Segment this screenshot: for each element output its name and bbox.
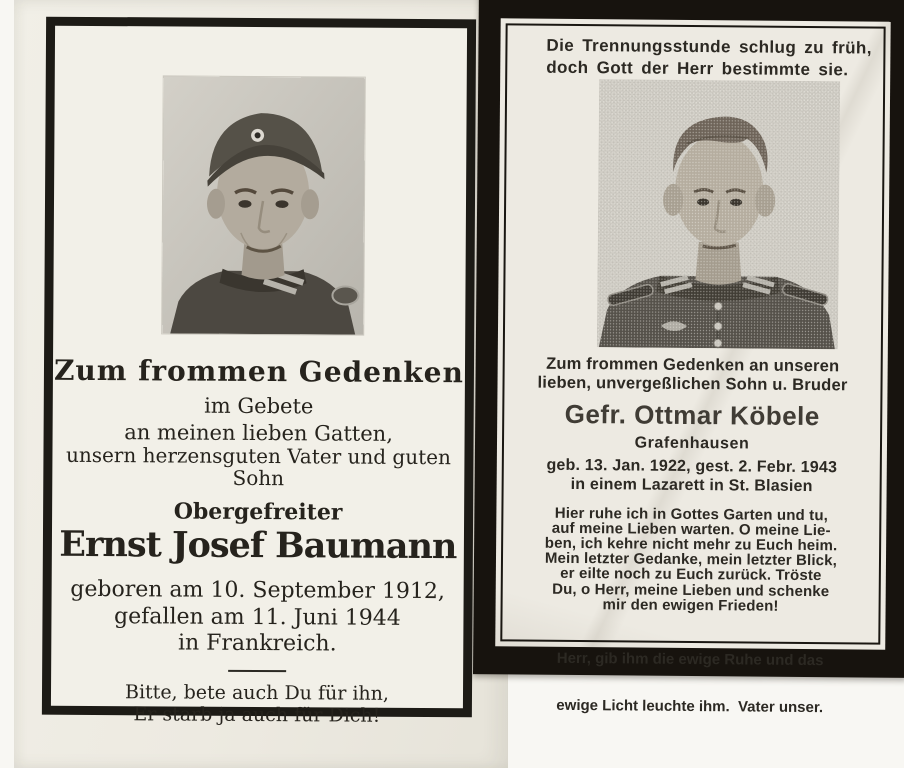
right-hometown: Grafenhausen bbox=[634, 434, 750, 453]
verse-line: ben, ich kehre nicht mehr zu Euch heim. bbox=[544, 534, 838, 555]
left-deceased-name: Ernst Josef Baumann bbox=[59, 523, 457, 568]
left-rank: Obergefreiter bbox=[173, 498, 343, 526]
right-memorial-verse bbox=[496, 505, 887, 615]
soldier-with-cap-illustration bbox=[162, 76, 365, 334]
left-memorial-card bbox=[14, 0, 508, 768]
left-dedication-line2: unsern herzensguten Vater und guten Sohn bbox=[65, 442, 451, 491]
right-death-place: in einem Lazarett in St. Blasien bbox=[570, 475, 813, 495]
right-soldier-portrait-photo bbox=[597, 79, 840, 349]
prayer-line: ewige Licht leuchte ihm. Vater unser. bbox=[556, 696, 824, 716]
verse-line: auf meine Lieben warten. O meine Lie- bbox=[551, 519, 831, 540]
left-birth-date: geboren am 10. September 1912, bbox=[70, 576, 445, 604]
left-divider-rule bbox=[228, 670, 286, 672]
right-motto-line2: doch Gott der Herr bestimmte sie. bbox=[546, 58, 849, 80]
left-epitaph-line2: Er starb ja auch für Dich! bbox=[133, 703, 381, 727]
left-epitaph-line1: Bitte, bete auch Du für ihn, bbox=[124, 681, 390, 706]
verse-line: mir den ewigen Frieden! bbox=[602, 596, 779, 615]
right-card-panel bbox=[495, 18, 890, 716]
left-death-date: gefallen am 11. Juni 1944 bbox=[114, 603, 401, 631]
verse-line: Hier ruhe ich in Gottes Garten und tu, bbox=[554, 504, 829, 524]
left-subheading: im Gebete bbox=[204, 393, 314, 419]
right-dedication-line1: Zum frommen Gedenken an unseren bbox=[546, 354, 840, 376]
left-death-place: in Frankreich. bbox=[177, 630, 337, 657]
right-prayer bbox=[494, 619, 885, 746]
prayer-line: Herr, gib ihm die ewige Ruhe und das bbox=[556, 649, 824, 670]
left-soldier-portrait-photo bbox=[162, 76, 365, 334]
left-card-frame bbox=[42, 17, 476, 727]
right-memorial-card bbox=[473, 0, 904, 716]
left-dedication-line1: an meinen lieben Gatten, bbox=[124, 420, 393, 446]
right-motto-line1: Die Trennungsstunde schlug zu früh, bbox=[546, 35, 872, 58]
verse-line: er eilte noch zu Euch zurück. Tröste bbox=[560, 565, 822, 585]
left-heading: Zum frommen Gedenken bbox=[53, 353, 465, 390]
right-dedication-line2: lieben, unvergeßlichen Sohn u. Bruder bbox=[537, 373, 848, 395]
verse-line: Du, o Herr, meine Lieben und schenke bbox=[552, 580, 830, 600]
young-soldier-illustration bbox=[597, 79, 840, 349]
right-birth-death-dates: geb. 13. Jan. 1922, gest. 2. Febr. 1943 bbox=[546, 456, 838, 476]
right-deceased-name: Gefr. Ottmar Köbele bbox=[564, 398, 820, 431]
verse-line: Mein letzter Gedanke, mein letzter Blick, bbox=[544, 549, 838, 570]
